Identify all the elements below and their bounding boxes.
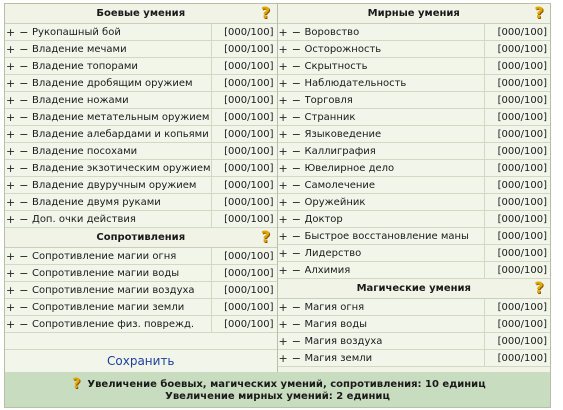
- skill-row: [5, 143, 277, 160]
- plus-button[interactable]: +: [6, 266, 16, 280]
- magic-title: Магические умения: [356, 283, 471, 294]
- skill-name: Магия воды: [304, 318, 368, 330]
- minus-button[interactable]: −: [291, 144, 301, 158]
- skill-controls: [5, 179, 32, 192]
- plus-button[interactable]: +: [6, 161, 16, 175]
- skill-row: [5, 92, 277, 109]
- minus-button[interactable]: −: [19, 25, 29, 39]
- help-icon[interactable]: ?: [534, 278, 544, 297]
- skill-row: [278, 262, 550, 279]
- skill-value: [000/100]: [211, 58, 277, 74]
- skill-controls: [278, 352, 305, 365]
- skill-row: [278, 24, 550, 41]
- minus-button[interactable]: −: [19, 283, 29, 297]
- skill-name: Сопротивление магии воздуха: [32, 284, 195, 296]
- resist-header: [5, 228, 277, 248]
- skill-controls: [278, 247, 305, 260]
- plus-button[interactable]: +: [278, 178, 288, 192]
- minus-button[interactable]: −: [291, 76, 301, 90]
- skill-name: Магия огня: [304, 301, 365, 313]
- skill-name: Сопротивление магии земли: [32, 301, 185, 313]
- plus-button[interactable]: +: [6, 59, 16, 73]
- skill-controls: [278, 111, 305, 124]
- skill-name: Владение экзотическим оружием: [32, 162, 211, 174]
- plus-button[interactable]: +: [278, 351, 288, 365]
- empty-row: [5, 333, 277, 350]
- skill-value: [000/100]: [484, 299, 550, 315]
- skill-name: Владение дробящим оружием: [32, 77, 193, 89]
- skill-row: [5, 299, 277, 316]
- skill-row: [5, 41, 277, 58]
- minus-button[interactable]: −: [19, 59, 29, 73]
- plus-button[interactable]: +: [6, 42, 16, 56]
- skill-name: Доп. очки действия: [32, 213, 136, 225]
- skill-controls: [5, 196, 32, 209]
- skill-value: [000/100]: [211, 92, 277, 108]
- plus-button[interactable]: +: [6, 93, 16, 107]
- skill-row: [278, 92, 550, 109]
- skill-name: Владение топорами: [32, 60, 138, 72]
- plus-button[interactable]: +: [278, 76, 288, 90]
- skill-value: [000/100]: [484, 262, 550, 278]
- skill-row: [278, 58, 550, 75]
- skill-controls: [278, 43, 305, 56]
- skill-value: [000/100]: [484, 177, 550, 193]
- minus-button[interactable]: −: [291, 59, 301, 73]
- minus-button[interactable]: −: [291, 42, 301, 56]
- skill-value: [000/100]: [211, 177, 277, 193]
- skill-value: [000/100]: [484, 41, 550, 57]
- help-icon[interactable]: ?: [72, 376, 81, 392]
- skill-controls: [5, 250, 32, 263]
- skill-row: [5, 194, 277, 211]
- skill-name: Владение двуручным оружием: [32, 179, 197, 191]
- plus-button[interactable]: +: [6, 127, 16, 141]
- plus-button[interactable]: +: [278, 212, 288, 226]
- minus-button[interactable]: −: [291, 127, 301, 141]
- skill-name: Лидерство: [304, 247, 362, 259]
- skill-value: [000/100]: [484, 143, 550, 159]
- skill-row: [5, 160, 277, 177]
- skill-controls: [5, 94, 32, 107]
- skill-name: Владение метательным оружием: [32, 111, 210, 123]
- minus-button[interactable]: −: [19, 212, 29, 226]
- skill-name: Алхимия: [304, 264, 351, 276]
- plus-button[interactable]: +: [278, 263, 288, 277]
- skill-name: Сопротивление магии огня: [32, 250, 177, 262]
- skill-name: Рукопашный бой: [32, 26, 121, 38]
- skill-controls: [5, 26, 32, 39]
- minus-button[interactable]: −: [291, 246, 301, 260]
- skill-name: Торговля: [304, 94, 353, 106]
- skill-name: Владение алебардами и копьями: [32, 128, 209, 140]
- minus-button[interactable]: −: [291, 212, 301, 226]
- skill-name: Владение двумя руками: [32, 196, 161, 208]
- skill-row: [5, 211, 277, 228]
- minus-button[interactable]: −: [291, 161, 301, 175]
- skill-value: [000/100]: [211, 248, 277, 264]
- skill-row: [5, 316, 277, 333]
- minus-button[interactable]: −: [291, 195, 301, 209]
- plus-button[interactable]: +: [278, 127, 288, 141]
- plus-button[interactable]: +: [6, 110, 16, 124]
- skill-name: Быстрое восстановление маны: [304, 230, 469, 242]
- skill-value: [000/100]: [211, 316, 277, 332]
- minus-button[interactable]: −: [291, 317, 301, 331]
- skill-name: Странник: [304, 111, 356, 123]
- skill-value: [000/100]: [211, 160, 277, 176]
- skill-controls: [278, 179, 305, 192]
- peaceful-header: [278, 4, 550, 24]
- skill-row: [278, 245, 550, 262]
- magic-skill-list: [278, 299, 550, 367]
- skill-controls: [5, 77, 32, 90]
- skill-name: Осторожность: [304, 43, 382, 55]
- minus-button[interactable]: −: [19, 178, 29, 192]
- left-column: [5, 4, 278, 372]
- skill-controls: [278, 230, 305, 243]
- skill-value: [000/100]: [484, 109, 550, 125]
- minus-button[interactable]: −: [291, 178, 301, 192]
- skill-value: [000/100]: [484, 316, 550, 332]
- skill-value: [000/100]: [484, 75, 550, 91]
- skill-value: [000/100]: [211, 194, 277, 210]
- skill-row: [278, 333, 550, 350]
- skill-value: [000/100]: [484, 126, 550, 142]
- skill-value: [000/100]: [211, 109, 277, 125]
- skill-name: Языковедение: [304, 128, 382, 140]
- skill-row: [5, 265, 277, 282]
- skill-controls: [5, 128, 32, 141]
- plus-button[interactable]: +: [6, 317, 16, 331]
- skill-value: [000/100]: [211, 75, 277, 91]
- skill-controls: [5, 162, 32, 175]
- skill-name: Скрытность: [304, 60, 368, 72]
- plus-button[interactable]: +: [278, 300, 288, 314]
- skill-name: Магия воздуха: [304, 335, 383, 347]
- skill-value: [000/100]: [211, 282, 277, 298]
- minus-button[interactable]: −: [19, 266, 29, 280]
- skill-controls: [278, 301, 305, 314]
- skill-value: [000/100]: [484, 160, 550, 176]
- plus-button[interactable]: +: [278, 93, 288, 107]
- skill-controls: [5, 318, 32, 331]
- combat-skill-list: [5, 24, 277, 228]
- skill-row: [278, 143, 550, 160]
- minus-button[interactable]: −: [19, 195, 29, 209]
- skill-controls: [5, 60, 32, 73]
- skill-name: Ювелирное дело: [304, 162, 395, 174]
- minus-button[interactable]: −: [19, 317, 29, 331]
- plus-button[interactable]: +: [278, 161, 288, 175]
- skill-row: [5, 58, 277, 75]
- skill-row: [278, 75, 550, 92]
- skill-controls: [5, 284, 32, 297]
- skill-row: [278, 177, 550, 194]
- skill-controls: [278, 162, 305, 175]
- skill-row: [5, 248, 277, 265]
- skill-controls: [278, 94, 305, 107]
- skill-name: Самолечение: [304, 179, 376, 191]
- plus-button[interactable]: +: [6, 212, 16, 226]
- skill-controls: [5, 111, 32, 124]
- skill-controls: [278, 213, 305, 226]
- skill-controls: [278, 335, 305, 348]
- skill-row: [5, 24, 277, 41]
- skill-value: [000/100]: [484, 245, 550, 261]
- help-icon[interactable]: ?: [260, 227, 271, 246]
- plus-button[interactable]: +: [278, 246, 288, 260]
- minus-button[interactable]: −: [19, 93, 29, 107]
- resist-skill-list: [5, 248, 277, 333]
- peaceful-skill-list: [278, 24, 550, 279]
- footer-text2: Увеличение мирных умений: 2 единиц: [165, 391, 390, 402]
- skill-name: Воровство: [304, 26, 360, 38]
- plus-button[interactable]: +: [6, 249, 16, 263]
- skill-controls: [278, 60, 305, 73]
- minus-button[interactable]: −: [291, 110, 301, 124]
- footer-line1: [69, 377, 485, 391]
- skill-name: Сопротивление магии воды: [32, 267, 180, 279]
- combat-header: [5, 4, 277, 24]
- skill-value: [000/100]: [211, 143, 277, 159]
- skill-row: [278, 299, 550, 316]
- minus-button[interactable]: −: [291, 25, 301, 39]
- skill-controls: [5, 267, 32, 280]
- skill-controls: [5, 43, 32, 56]
- skill-name: Сопротивление физ. поврежд.: [32, 318, 195, 330]
- skill-row: [5, 126, 277, 143]
- skill-row: [5, 109, 277, 126]
- minus-button[interactable]: −: [19, 300, 29, 314]
- plus-button[interactable]: +: [6, 76, 16, 90]
- minus-button[interactable]: −: [291, 300, 301, 314]
- skill-row: [5, 75, 277, 92]
- skill-row: [5, 282, 277, 299]
- skill-controls: [278, 196, 305, 209]
- skill-name: Оружейник: [304, 196, 366, 208]
- skill-value: [000/100]: [211, 126, 277, 142]
- plus-button[interactable]: +: [278, 144, 288, 158]
- skill-value: [000/100]: [211, 265, 277, 281]
- skill-controls: [278, 26, 305, 39]
- skill-controls: [278, 77, 305, 90]
- plus-button[interactable]: +: [278, 25, 288, 39]
- minus-button[interactable]: −: [291, 351, 301, 365]
- right-column: [278, 4, 550, 372]
- skill-value: [000/100]: [484, 350, 550, 366]
- resist-title: Сопротивления: [96, 232, 186, 243]
- skill-controls: [278, 145, 305, 158]
- skill-controls: [5, 213, 32, 226]
- help-icon[interactable]: ?: [534, 3, 544, 22]
- skills-panel: [4, 3, 551, 408]
- skill-name: Владение посохами: [32, 145, 138, 157]
- help-icon[interactable]: ?: [260, 3, 271, 22]
- skill-row: [278, 194, 550, 211]
- skills-columns: [4, 3, 551, 372]
- plus-button[interactable]: +: [278, 195, 288, 209]
- skill-row: [5, 177, 277, 194]
- minus-button[interactable]: −: [19, 42, 29, 56]
- combat-title: Боевые умения: [96, 8, 186, 19]
- peaceful-title: Мирные умения: [367, 8, 460, 19]
- save-cell: [5, 350, 277, 372]
- plus-button[interactable]: +: [278, 42, 288, 56]
- skill-controls: [5, 301, 32, 314]
- minus-button[interactable]: −: [19, 144, 29, 158]
- skill-value: [000/100]: [211, 41, 277, 57]
- skill-value: [000/100]: [484, 92, 550, 108]
- minus-button[interactable]: −: [19, 249, 29, 263]
- plus-button[interactable]: +: [278, 334, 288, 348]
- footer-text1: Увеличение боевых, магических умений, сопротивления: 10 единиц: [87, 378, 486, 390]
- plus-button[interactable]: +: [6, 195, 16, 209]
- footer-info: [4, 372, 551, 408]
- plus-button[interactable]: +: [6, 283, 16, 297]
- skill-value: [000/100]: [211, 211, 277, 227]
- skill-value: [000/100]: [484, 58, 550, 74]
- skill-row: [278, 160, 550, 177]
- plus-button[interactable]: +: [6, 178, 16, 192]
- plus-button[interactable]: +: [278, 59, 288, 73]
- skill-name: Магия земли: [304, 352, 373, 364]
- skill-value: [000/100]: [484, 194, 550, 210]
- plus-button[interactable]: +: [6, 300, 16, 314]
- skill-value: [000/100]: [484, 211, 550, 227]
- skill-name: Владение ножами: [32, 94, 129, 106]
- skill-value: [000/100]: [484, 228, 550, 244]
- minus-button[interactable]: −: [291, 229, 301, 243]
- magic-header: [278, 279, 550, 299]
- save-button[interactable]: Сохранить: [107, 354, 175, 368]
- minus-button[interactable]: −: [291, 93, 301, 107]
- skill-controls: [278, 128, 305, 141]
- skill-row: [278, 41, 550, 58]
- skill-row: [278, 109, 550, 126]
- plus-button[interactable]: +: [278, 317, 288, 331]
- plus-button[interactable]: +: [278, 229, 288, 243]
- skill-name: Наблюдательность: [304, 77, 407, 89]
- skill-name: Доктор: [304, 213, 343, 225]
- skill-name: Владение мечами: [32, 43, 127, 55]
- minus-button[interactable]: −: [19, 161, 29, 175]
- skill-row: [278, 228, 550, 245]
- plus-button[interactable]: +: [6, 25, 16, 39]
- skill-controls: [278, 264, 305, 277]
- minus-button[interactable]: −: [291, 263, 301, 277]
- skill-value: [000/100]: [484, 24, 550, 40]
- skill-row: [278, 316, 550, 333]
- skill-row: [278, 126, 550, 143]
- skill-value: [000/100]: [211, 24, 277, 40]
- skill-name: Каллиграфия: [304, 145, 376, 157]
- skill-value: [000/100]: [211, 299, 277, 315]
- plus-button[interactable]: +: [278, 110, 288, 124]
- skill-value: [000/100]: [484, 333, 550, 349]
- minus-button[interactable]: −: [19, 127, 29, 141]
- skill-controls: [278, 318, 305, 331]
- plus-button[interactable]: +: [6, 144, 16, 158]
- minus-button[interactable]: −: [291, 334, 301, 348]
- skill-row: [278, 350, 550, 367]
- skill-controls: [5, 145, 32, 158]
- minus-button[interactable]: −: [19, 110, 29, 124]
- skill-row: [278, 211, 550, 228]
- minus-button[interactable]: −: [19, 76, 29, 90]
